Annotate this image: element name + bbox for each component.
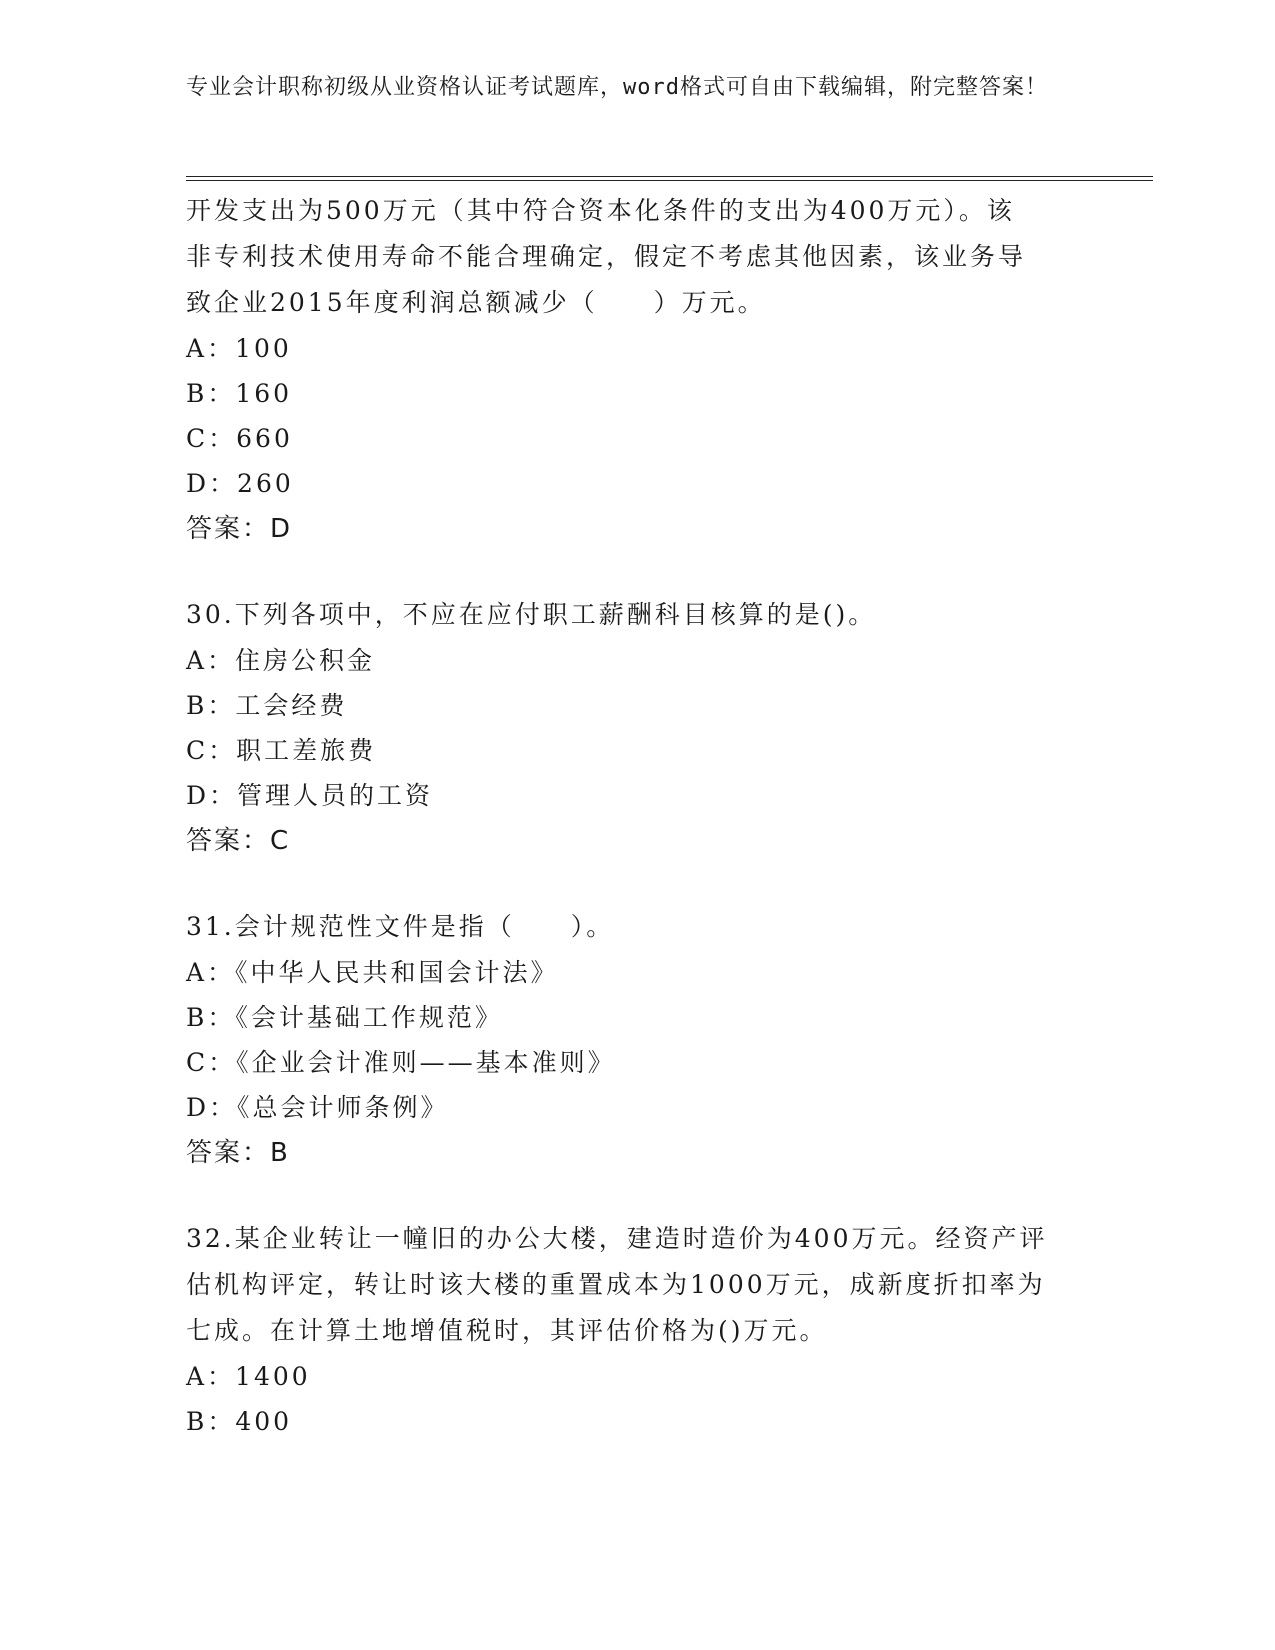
option-b: B：160 xyxy=(186,379,293,408)
question-text-line: 估机构评定，转让时该大楼的重置成本为1000万元，成新度折扣率为 xyxy=(186,1270,1046,1299)
question-32 xyxy=(186,1216,1086,1444)
header-divider xyxy=(186,176,1153,181)
option-a: A：1400 xyxy=(186,1362,311,1391)
question-continued xyxy=(186,188,1086,552)
option-a: A：100 xyxy=(186,334,292,363)
option-d: D：《总会计师条例》 xyxy=(186,1093,449,1122)
option-c: C：660 xyxy=(186,424,293,453)
question-text-line: 32.某企业转让一幢旧的办公大楼，建造时造价为400万元。经资产评 xyxy=(186,1224,1048,1253)
question-content xyxy=(186,188,1086,1444)
question-text-line: 致企业2015年度利润总额减少（ ）万元。 xyxy=(186,288,766,317)
question-text-line: 开发支出为500万元（其中符合资本化条件的支出为400万元）。该 xyxy=(186,196,1015,225)
question-30 xyxy=(186,592,1086,864)
page-header: 专业会计职称初级从业资格认证考试题库，word格式可自由下载编辑，附完整答案！ xyxy=(186,75,1048,100)
question-text-line: 30.下列各项中，不应在应付职工薪酬科目核算的是()。 xyxy=(186,600,877,629)
question-text-line: 七成。在计算土地增值税时，其评估价格为()万元。 xyxy=(186,1316,828,1345)
answer-line: 答案：D xyxy=(186,514,293,544)
question-text-line: 非专利技术使用寿命不能合理确定，假定不考虑其他因素，该业务导 xyxy=(186,242,1027,271)
option-b: B：工会经费 xyxy=(186,691,348,720)
answer-line: 答案：B xyxy=(186,1138,290,1168)
option-b: B：400 xyxy=(186,1407,293,1436)
question-text-line: 31.会计规范性文件是指（ ）。 xyxy=(186,912,615,941)
option-a: A：住房公积金 xyxy=(186,646,376,675)
option-a: A：《中华人民共和国会计法》 xyxy=(186,958,559,987)
question-31 xyxy=(186,904,1086,1176)
option-d: D：260 xyxy=(186,469,294,498)
option-d: D：管理人员的工资 xyxy=(186,781,434,810)
option-c: C：职工差旅费 xyxy=(186,736,377,765)
answer-line: 答案：C xyxy=(186,826,291,856)
option-c: C：《企业会计准则——基本准则》 xyxy=(186,1048,616,1077)
option-b: B：《会计基础工作规范》 xyxy=(186,1003,503,1032)
